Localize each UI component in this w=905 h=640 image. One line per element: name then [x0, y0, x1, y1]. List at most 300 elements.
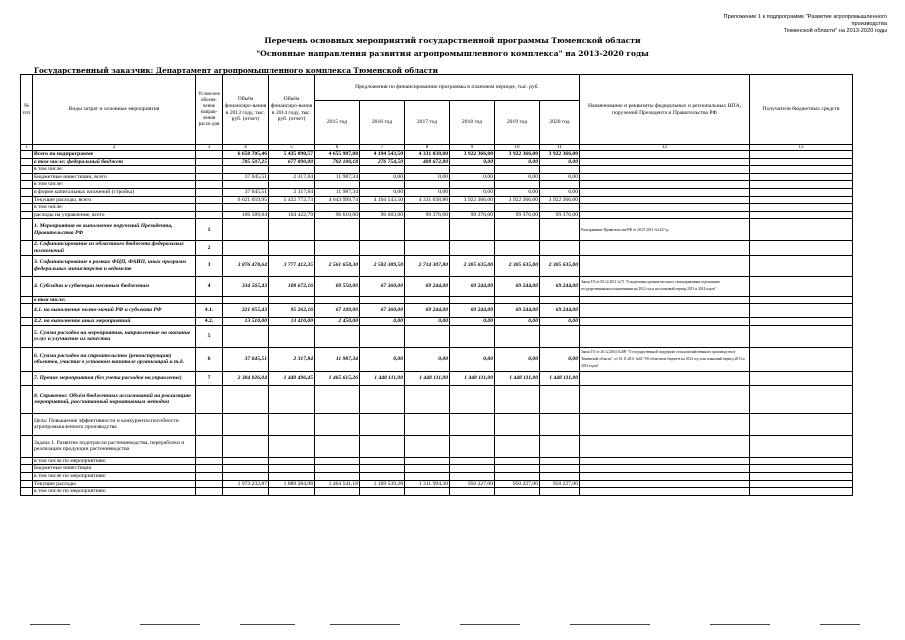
row-value: 4 194 543,50 — [360, 196, 405, 204]
row-value: 2 317,84 — [269, 173, 315, 181]
row-npa — [580, 304, 750, 318]
header-name: Виды затрат и основные мероприятия — [33, 75, 196, 145]
header-vol-2014: Объём финансиро-вания в 2014 году, тыс. руб. (отчет) — [269, 75, 315, 145]
table-row — [21, 318, 853, 326]
row-value: 0,00 — [405, 318, 450, 326]
row-name: в том числе по мероприятиям: — [33, 488, 196, 496]
row-recipient — [750, 488, 853, 496]
table-row — [21, 219, 853, 241]
row-value: 2 561 658,30 — [315, 255, 360, 276]
row-recipient — [750, 204, 853, 212]
row-value — [540, 435, 580, 457]
row-value — [360, 296, 405, 304]
row-name: Бюджетные инвестиции, всего — [33, 173, 196, 181]
row-number — [21, 457, 33, 465]
row-value — [269, 465, 315, 473]
table-row — [21, 211, 853, 219]
table-row — [21, 188, 853, 196]
row-value: 408 672,80 — [405, 158, 450, 166]
row-value: 0,00 — [450, 173, 495, 181]
row-value: 0,00 — [450, 347, 495, 371]
table-row — [21, 457, 853, 465]
row-name: 4. Субсидии и субвенции местным бюджетам — [33, 276, 196, 296]
row-value — [315, 385, 360, 413]
table-row — [21, 413, 853, 435]
appendix-line-1: Приложение 1 к подпрограмме "Развитие агропромышленного производства — [723, 14, 887, 27]
row-value — [405, 166, 450, 174]
row-recipient — [750, 276, 853, 296]
row-value — [540, 219, 580, 241]
row-value: 1 889 284,98 — [269, 480, 315, 488]
header-num: № п/п — [21, 75, 33, 145]
row-value — [540, 488, 580, 496]
row-number — [21, 385, 33, 413]
row-name: 1. Мероприятия во выполнение поручений Президента, Правительства РФ — [33, 219, 196, 241]
row-recipient — [750, 196, 853, 204]
row-value — [450, 325, 495, 347]
row-npa — [580, 204, 750, 212]
row-npa — [580, 413, 750, 435]
row-value — [405, 457, 450, 465]
row-value — [223, 241, 269, 255]
appendix-line-2: Тюменской области" на 2013-2020 годы — [783, 28, 887, 34]
row-value — [223, 413, 269, 435]
row-value — [269, 325, 315, 347]
row-value — [269, 385, 315, 413]
row-npa — [580, 296, 750, 304]
row-value: 0,00 — [540, 173, 580, 181]
row-value: 69 244,00 — [540, 304, 580, 318]
row-value: 1 448 111,00 — [540, 371, 580, 385]
row-number — [21, 204, 33, 212]
row-npa — [580, 318, 750, 326]
row-recipient — [750, 173, 853, 181]
row-value — [540, 413, 580, 435]
row-value — [223, 296, 269, 304]
row-value: 13 510,00 — [223, 318, 269, 326]
row-value: 0,00 — [495, 318, 540, 326]
row-recipient — [750, 296, 853, 304]
row-value: 2 305 635,00 — [495, 255, 540, 276]
row-cond — [196, 158, 223, 166]
column-number: 6 — [315, 145, 360, 151]
row-cond — [196, 151, 223, 159]
row-name: в том числе: — [33, 296, 196, 304]
row-value: 3 922 366,00 — [495, 151, 540, 159]
row-number — [21, 318, 33, 326]
row-value: 0,00 — [360, 347, 405, 371]
row-value — [495, 465, 540, 473]
row-value: 3 922 366,00 — [450, 151, 495, 159]
row-value — [269, 488, 315, 496]
row-number — [21, 304, 33, 318]
row-cond: 1 — [196, 219, 223, 241]
row-number — [21, 241, 33, 255]
row-value — [495, 413, 540, 435]
row-npa — [580, 211, 750, 219]
row-value — [540, 385, 580, 413]
row-number — [21, 371, 33, 385]
row-value: 6 621 659,95 — [223, 196, 269, 204]
row-value: 5 435 090,57 — [269, 151, 315, 159]
row-value — [315, 181, 360, 189]
row-value: 0,00 — [450, 158, 495, 166]
row-name: 3. Софинансирование в рамках ФЦП, ФАИП, иных программ федеральных министерств и ведомств — [33, 255, 196, 276]
row-npa — [580, 241, 750, 255]
row-cond: 3 — [196, 255, 223, 276]
row-name: в том числе по мероприятиям: — [33, 457, 196, 465]
row-value — [540, 181, 580, 189]
row-value: 1 973 232,87 — [223, 480, 269, 488]
row-value: 1 448 111,00 — [450, 371, 495, 385]
row-value — [540, 325, 580, 347]
row-npa — [580, 457, 750, 465]
row-value — [223, 457, 269, 465]
header-year: 2019 год — [495, 101, 540, 145]
row-value: 13 410,00 — [269, 318, 315, 326]
row-value — [540, 166, 580, 174]
row-value — [405, 465, 450, 473]
row-value: 0,00 — [450, 318, 495, 326]
row-cond: 4.1. — [196, 304, 223, 318]
row-number — [21, 196, 33, 204]
row-value — [495, 325, 540, 347]
row-value — [315, 241, 360, 255]
row-value: 0,00 — [405, 347, 450, 371]
row-value: 3 922 366,00 — [450, 196, 495, 204]
row-value: 702 100,18 — [315, 158, 360, 166]
document-title — [0, 34, 905, 60]
row-recipient — [750, 304, 853, 318]
row-value: 677 890,00 — [269, 158, 315, 166]
row-cond — [196, 413, 223, 435]
row-value — [540, 472, 580, 480]
row-value — [315, 457, 360, 465]
row-value — [315, 296, 360, 304]
row-number — [21, 472, 33, 480]
column-number: 3 — [196, 145, 223, 151]
row-value — [315, 435, 360, 457]
row-npa — [580, 435, 750, 457]
row-value — [405, 488, 450, 496]
row-value: 4 194 543,50 — [360, 151, 405, 159]
row-value — [223, 472, 269, 480]
row-value: 108 672,16 — [269, 276, 315, 296]
row-name: 4.2. на выполнение иных мероприятий — [33, 318, 196, 326]
row-value: 2 450,00 — [315, 318, 360, 326]
table-row — [21, 304, 853, 318]
row-value: 69 244,00 — [405, 276, 450, 296]
header-year: 2018 год — [450, 101, 495, 145]
row-value — [450, 457, 495, 465]
row-cond — [196, 435, 223, 457]
row-value: 0,00 — [360, 188, 405, 196]
row-value: 0,00 — [495, 347, 540, 371]
row-recipient — [750, 211, 853, 219]
measures-table — [20, 74, 853, 496]
row-name: 6. Сумма расходов на строительство (реконструкцию) объектов, участие в уставном капитале организаций и т.д. — [33, 347, 196, 371]
row-value — [540, 241, 580, 255]
row-recipient — [750, 371, 853, 385]
row-recipient — [750, 151, 853, 159]
row-value: 95 262,16 — [269, 304, 315, 318]
row-recipient — [750, 457, 853, 465]
row-npa — [580, 385, 750, 413]
row-value — [360, 488, 405, 496]
row-value — [405, 241, 450, 255]
row-value: 334 565,43 — [223, 276, 269, 296]
row-number — [21, 188, 33, 196]
row-value: 67 360,00 — [360, 304, 405, 318]
row-name: Всего по подпрограмме — [33, 151, 196, 159]
row-value: 2 317,84 — [269, 347, 315, 371]
row-value: 69 244,00 — [495, 304, 540, 318]
table-header — [21, 75, 853, 151]
row-value — [315, 413, 360, 435]
row-value — [360, 181, 405, 189]
row-value: 99 376,00 — [540, 211, 580, 219]
row-value — [315, 472, 360, 480]
row-name: Задача 1. Развитие подотрасли растениеводства, переработки и реализации продукции растениеводства — [33, 435, 196, 457]
row-value: 2 305 635,00 — [540, 255, 580, 276]
row-name: 8. Справочно: Объём бюджетных ассигнований на реализацию мероприятий, рассчитанный нормативным методом — [33, 385, 196, 413]
row-value — [223, 435, 269, 457]
row-value: 69 244,00 — [450, 304, 495, 318]
row-name: в том числе по мероприятиям: — [33, 472, 196, 480]
row-value: 69 244,00 — [540, 276, 580, 296]
row-value — [405, 413, 450, 435]
row-value — [540, 204, 580, 212]
row-value — [269, 457, 315, 465]
row-value — [495, 457, 540, 465]
row-value: 4 655 987,08 — [315, 151, 360, 159]
row-value: 11 987,34 — [315, 188, 360, 196]
row-value — [269, 166, 315, 174]
row-value: 4 643 999,74 — [315, 196, 360, 204]
table-row — [21, 371, 853, 385]
row-value: 1 169 539,20 — [360, 480, 405, 488]
row-recipient — [750, 318, 853, 326]
row-value — [495, 204, 540, 212]
row-value — [360, 472, 405, 480]
row-name: в том числе: — [33, 166, 196, 174]
column-number: 4 — [223, 145, 269, 151]
table-row — [21, 472, 853, 480]
header-year: 2020 год — [540, 101, 580, 145]
row-value: 0,00 — [360, 318, 405, 326]
row-value: 4 331 038,80 — [405, 196, 450, 204]
row-cond — [196, 472, 223, 480]
row-value: 3 876 478,64 — [223, 255, 269, 276]
table-row — [21, 241, 853, 255]
column-number: 8 — [405, 145, 450, 151]
header-year: 2016 год — [360, 101, 405, 145]
column-number: 1 — [21, 145, 33, 151]
row-value: 1 465 615,26 — [315, 371, 360, 385]
row-value: 276 754,50 — [360, 158, 405, 166]
row-value — [360, 457, 405, 465]
row-cond: 6 — [196, 347, 223, 371]
row-npa — [580, 166, 750, 174]
table-row — [21, 276, 853, 296]
table-row — [21, 151, 853, 159]
row-number — [21, 211, 33, 219]
row-recipient — [750, 435, 853, 457]
row-value: 96 610,00 — [315, 211, 360, 219]
row-value — [450, 472, 495, 480]
row-value: 0,00 — [495, 188, 540, 196]
row-value: 2 305 635,00 — [450, 255, 495, 276]
row-value — [450, 413, 495, 435]
row-value — [405, 472, 450, 480]
row-name: 5. Сумма расходов на мероприятия, направленные на оказание услуг и улучшение их качества — [33, 325, 196, 347]
row-cond — [196, 457, 223, 465]
row-value: 1 448 111,00 — [360, 371, 405, 385]
header-recipients: Получатели бюджетных средств — [750, 75, 853, 145]
row-value — [223, 166, 269, 174]
column-number: 12 — [580, 145, 750, 151]
row-npa — [580, 158, 750, 166]
row-cond — [196, 465, 223, 473]
table-row — [21, 204, 853, 212]
row-value — [223, 465, 269, 473]
header-npa: Наименование и реквизиты федеральных и региональных НПА, поручений Президента и Правительства РФ — [580, 75, 750, 145]
header-vol-2013: Объём финансиро-вания в 2013 году, тыс. руб. (отчет) — [223, 75, 269, 145]
row-value — [223, 181, 269, 189]
row-number — [21, 488, 33, 496]
row-value: 99 376,00 — [495, 211, 540, 219]
row-value: 0,00 — [405, 173, 450, 181]
row-value — [405, 181, 450, 189]
row-value: 950 227,00 — [540, 480, 580, 488]
row-value: 99 376,00 — [450, 211, 495, 219]
row-value — [540, 465, 580, 473]
row-value: 0,00 — [450, 188, 495, 196]
table-row — [21, 325, 853, 347]
row-value: 1 448 111,00 — [495, 371, 540, 385]
row-name: расходы на управление, всего — [33, 211, 196, 219]
row-value: 0,00 — [540, 188, 580, 196]
row-value — [495, 181, 540, 189]
row-value — [360, 465, 405, 473]
row-cond — [196, 173, 223, 181]
row-value — [223, 325, 269, 347]
row-value — [450, 219, 495, 241]
row-value: 11 987,34 — [315, 173, 360, 181]
row-npa — [580, 472, 750, 480]
row-recipient — [750, 158, 853, 166]
table-row — [21, 255, 853, 276]
column-number: 9 — [450, 145, 495, 151]
column-number: 11 — [540, 145, 580, 151]
row-name: в том числе: федеральный бюджет — [33, 158, 196, 166]
table-body — [21, 151, 853, 496]
row-value — [450, 166, 495, 174]
row-value: 0,00 — [360, 173, 405, 181]
row-value: 3 777 412,35 — [269, 255, 315, 276]
row-name: в форме капитальных вложений (стройка) — [33, 188, 196, 196]
row-value: 11 987,34 — [315, 347, 360, 371]
row-value: 106 589,84 — [223, 211, 269, 219]
header-plan: Предложения по финансированию программы в плановом периоде, тыс. руб. — [315, 75, 580, 101]
row-cond — [196, 188, 223, 196]
row-value — [360, 219, 405, 241]
row-number — [21, 166, 33, 174]
row-recipient — [750, 472, 853, 480]
table-row — [21, 480, 853, 488]
table-row — [21, 435, 853, 457]
row-value: 785 507,25 — [223, 158, 269, 166]
row-cond: 2 — [196, 241, 223, 255]
row-recipient — [750, 385, 853, 413]
state-customer: Государственный заказчик: Департамент агропромышленного комплекса Тюменской области — [34, 66, 438, 75]
row-value — [495, 385, 540, 413]
row-value — [269, 435, 315, 457]
table-row — [21, 296, 853, 304]
row-npa — [580, 196, 750, 204]
row-cond: 7 — [196, 371, 223, 385]
table-row — [21, 385, 853, 413]
row-npa: Закон ТО от 26.12.2004 №309 "О государственной поддержке сельскохозяйственного производства в Тюменской области", от 01.11.2011 №65 "Об областном бюджете на 2012 год и на плановый период 2013 и 2014 годов" — [580, 347, 750, 371]
row-recipient — [750, 181, 853, 189]
row-value: 67 100,00 — [315, 304, 360, 318]
row-value — [360, 241, 405, 255]
row-value: 2 582 389,50 — [360, 255, 405, 276]
row-value: 69 244,00 — [405, 304, 450, 318]
row-value: 0,00 — [540, 318, 580, 326]
row-value — [269, 472, 315, 480]
row-value — [450, 204, 495, 212]
table-row — [21, 488, 853, 496]
row-value: 37 045,51 — [223, 173, 269, 181]
row-number — [21, 151, 33, 159]
row-value — [405, 296, 450, 304]
row-value — [495, 219, 540, 241]
row-value: 99 376,00 — [405, 211, 450, 219]
row-value: 1 440 496,45 — [269, 371, 315, 385]
row-value — [315, 465, 360, 473]
row-number — [21, 413, 33, 435]
table-row — [21, 196, 853, 204]
row-value: 0,00 — [540, 347, 580, 371]
row-npa — [580, 465, 750, 473]
row-cond — [196, 196, 223, 204]
row-value — [360, 413, 405, 435]
row-name: Цель: Повышение эффективности и конкурентоспособности агропромышленного производства — [33, 413, 196, 435]
row-number — [21, 219, 33, 241]
row-value — [495, 435, 540, 457]
row-value — [450, 488, 495, 496]
row-recipient — [750, 188, 853, 196]
row-value — [405, 385, 450, 413]
row-cond — [196, 181, 223, 189]
row-value — [495, 241, 540, 255]
row-value — [360, 435, 405, 457]
row-recipient — [750, 166, 853, 174]
row-value: 69 244,00 — [495, 276, 540, 296]
row-cond — [196, 204, 223, 212]
row-value: 0,00 — [405, 188, 450, 196]
row-value — [405, 435, 450, 457]
row-value: 2 304 026,04 — [223, 371, 269, 385]
row-value: 37 045,51 — [223, 188, 269, 196]
row-value: 6 658 705,46 — [223, 151, 269, 159]
row-npa: Закон ТО от 05.12.2011 №71 "О наделении органов местного самоуправления отдельными государственными полномочиями на 2012 год и на плановый период 2013 и 2014 годов" — [580, 276, 750, 296]
row-npa — [580, 173, 750, 181]
row-value — [360, 204, 405, 212]
row-value: 1 311 994,30 — [405, 480, 450, 488]
row-value — [495, 166, 540, 174]
